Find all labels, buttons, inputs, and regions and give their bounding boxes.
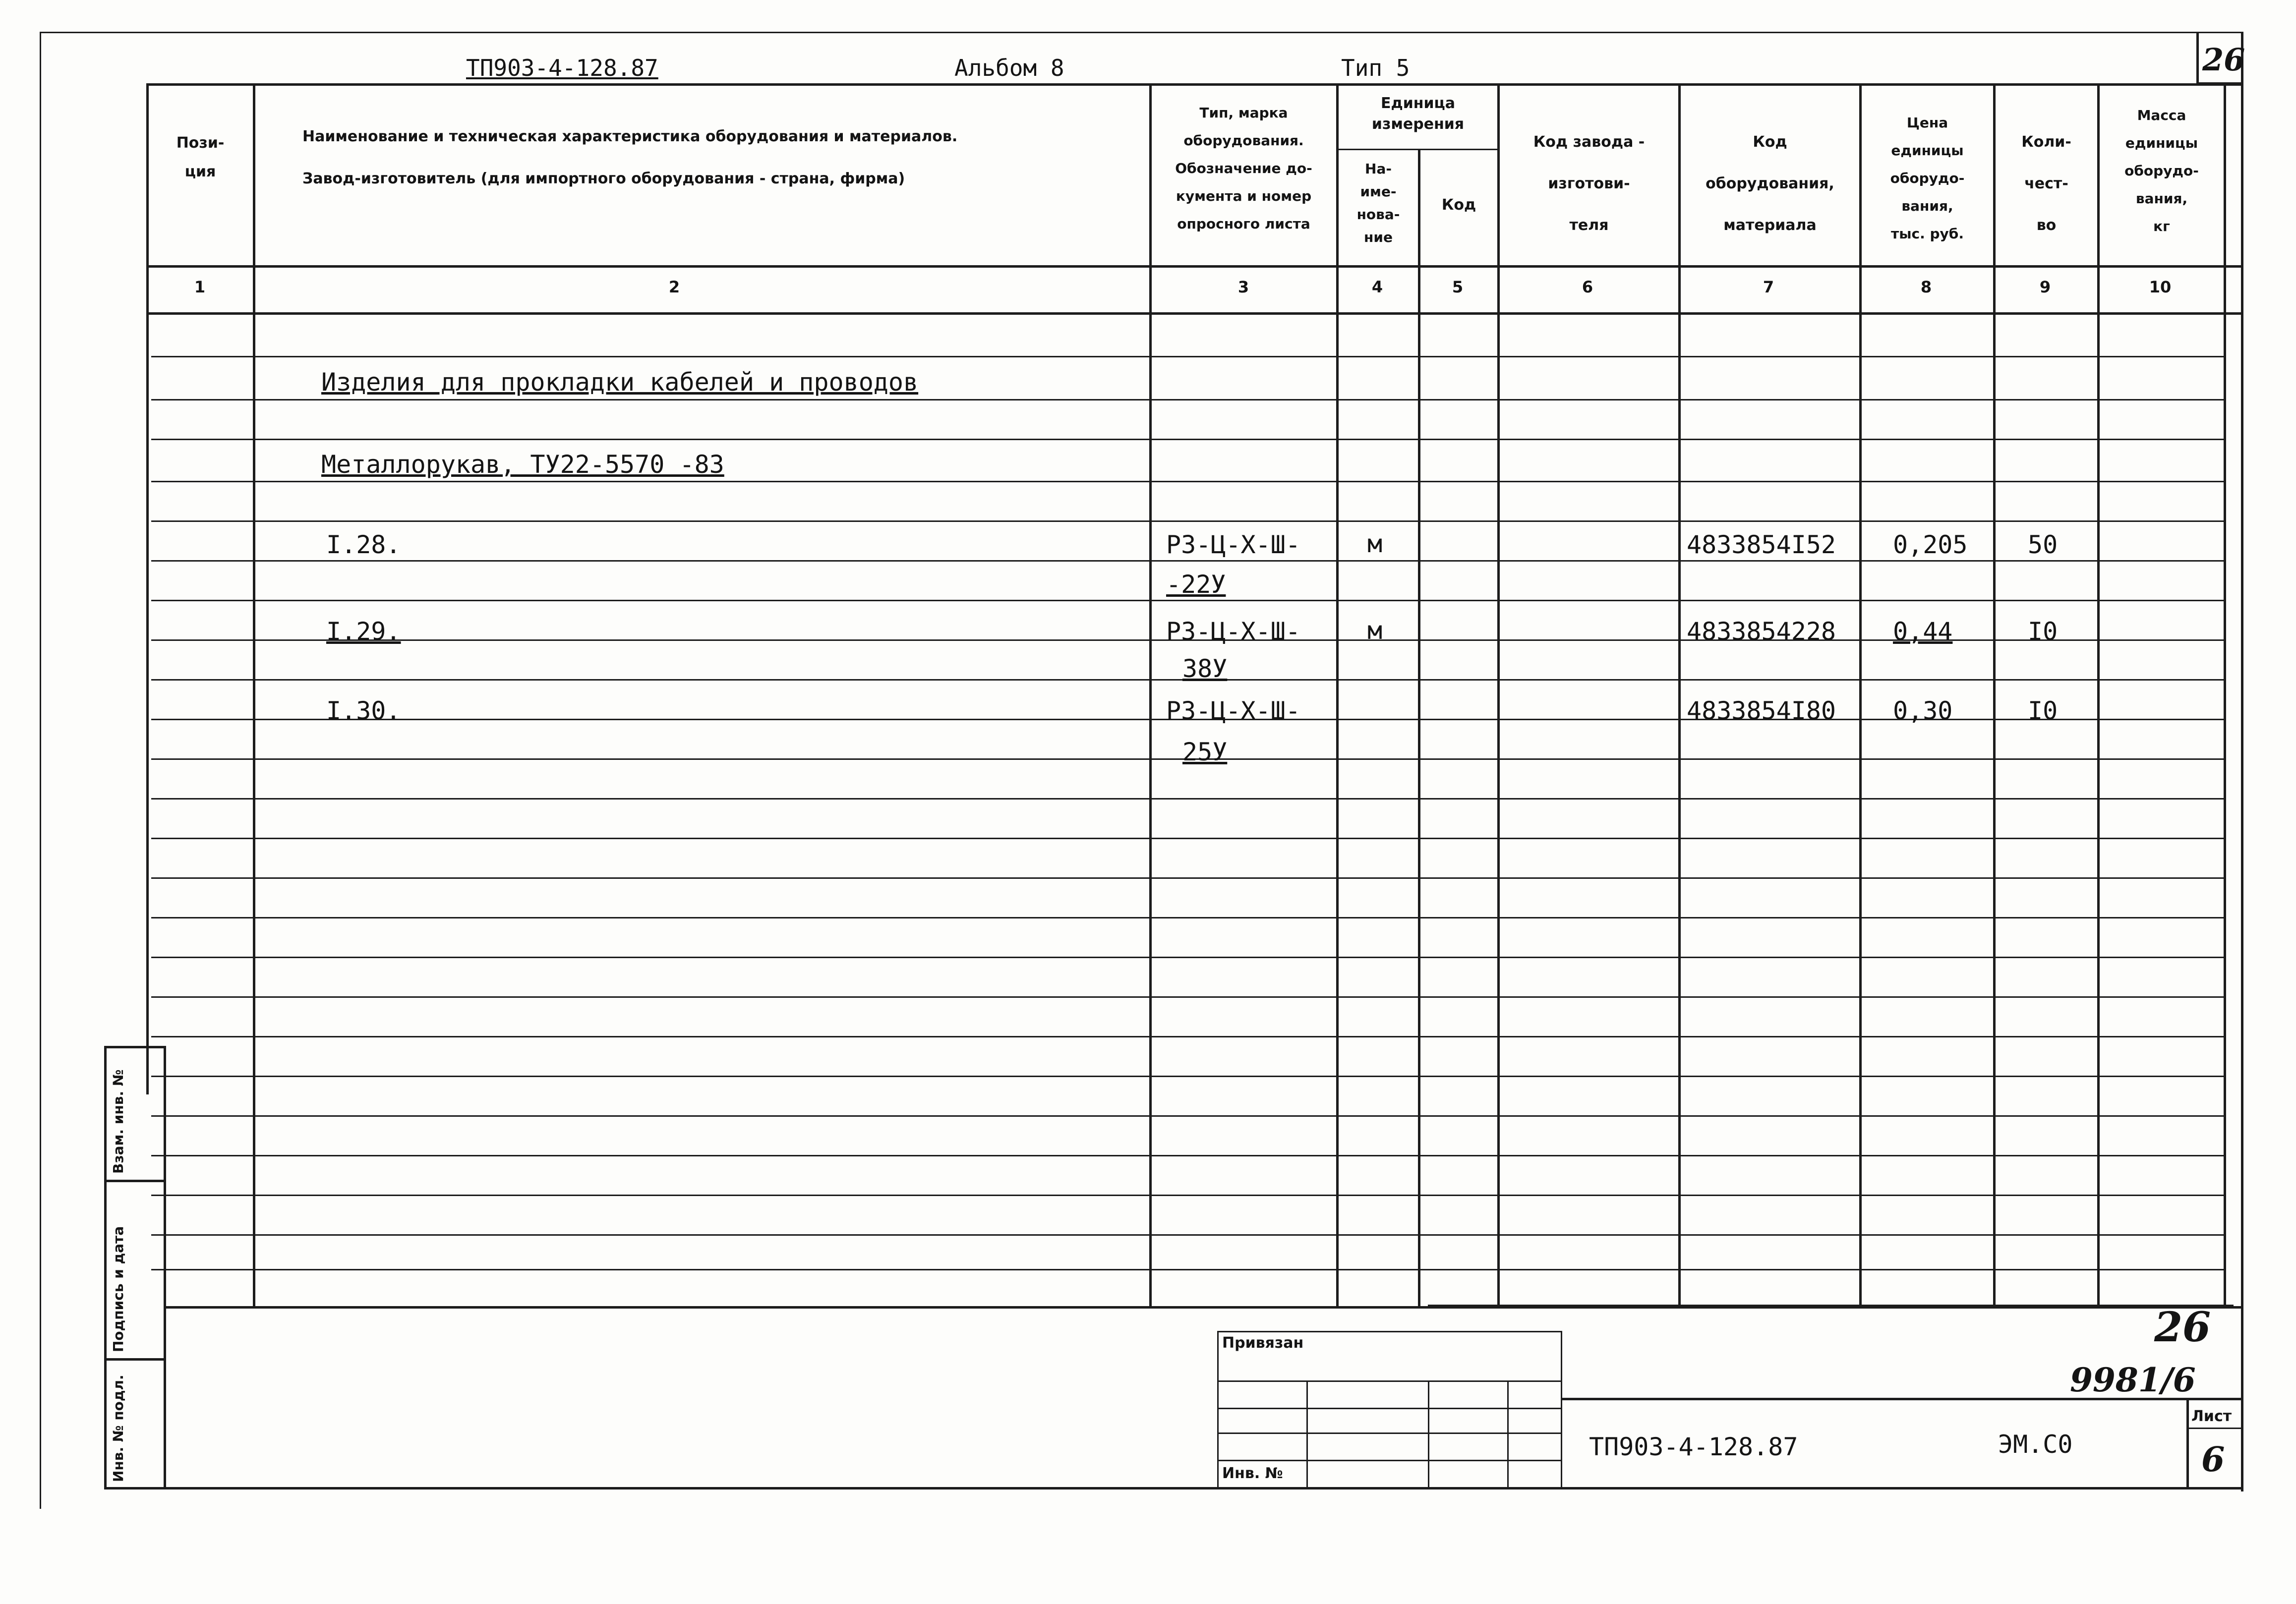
footer-section-code: ЭМ.С0 [1998, 1430, 2073, 1459]
col5-header: Код [1441, 196, 1476, 214]
col6-header: Код завода - изготови- теля [1533, 133, 1645, 234]
row-type-cont: -22У [1166, 570, 1226, 599]
row-unit: м [1367, 529, 1383, 558]
row-type: РЗ-Ц-Х-Ш- [1166, 617, 1300, 646]
header-album: Альбом 8 [954, 55, 1064, 81]
col4-header: На- име- нова- ние [1356, 161, 1400, 245]
row-type-cont: 38У [1182, 654, 1228, 683]
row-qty: I0 [2028, 696, 2058, 725]
col2-header: Наименование и техническая характеристика оборудования и материалов. Завод-изготовитель (для импортного оборудования - страна, фирма) [302, 128, 958, 187]
stamp-list-line [2186, 1428, 2241, 1429]
stamp-list-divider [2186, 1398, 2189, 1487]
subsection-title: Металлорукав, ТУ22-5570 -83 [321, 450, 724, 479]
inv-podl-label: Инв. № подл. [110, 1375, 126, 1482]
col7-header: Код оборудования, материала [1706, 133, 1834, 234]
col1-header: Пози- ция [176, 134, 225, 180]
handwritten-number: 26 [2154, 1304, 2211, 1351]
row-type-cont: 25У [1182, 738, 1228, 766]
col9-header: Коли- чест- во [2021, 133, 2071, 234]
header-type: Тип 5 [1341, 55, 1410, 81]
row-code: 4833854228 [1687, 617, 1836, 646]
row-price: 0,44 [1893, 617, 1953, 646]
row-code: 4833854I52 [1687, 530, 1836, 559]
col45-header: Единица измерения [1371, 95, 1465, 133]
handwritten-code: 9981/6 [2070, 1361, 2196, 1399]
podpis-data-label: Подпись и дата [110, 1226, 126, 1352]
row-name: I.30. [326, 696, 401, 725]
col3-header: Тип, марка оборудования. Обозначение до- кумента и номер опросного листа [1175, 105, 1312, 232]
row-unit: м [1367, 616, 1383, 645]
col8-header: Цена единицы оборудо- вания, тыс. руб. [1890, 115, 1965, 242]
row-qty: 50 [2028, 530, 2058, 559]
row-qty: I0 [2028, 617, 2058, 646]
list-number: 6 [2201, 1440, 2225, 1480]
col10-header: Масса единицы оборудо- вания, кг [2124, 107, 2199, 234]
vzam-inv-label: Взам. инв. № [110, 1069, 126, 1174]
footer-doc-code: ТП903-4-128.87 [1589, 1432, 1798, 1461]
row-type: РЗ-Ц-Х-Ш- [1166, 696, 1300, 725]
section-title: Изделия для прокладки кабелей и проводов [321, 368, 919, 397]
row-price: 0,30 [1893, 696, 1953, 725]
header-doc-code: ТП903-4-128.87 [466, 55, 658, 81]
privyazan-label: Привязан [1222, 1334, 1304, 1352]
row-code: 4833854I80 [1687, 696, 1836, 725]
row-name: I.28. [326, 530, 401, 559]
row-type: РЗ-Ц-Х-Ш- [1166, 530, 1300, 559]
row-name: I.29. [326, 617, 401, 646]
list-label: Лист [2191, 1408, 2232, 1425]
page-number: 26 [2202, 42, 2245, 78]
inv-no-label: Инв. № [1222, 1465, 1283, 1482]
row-price: 0,205 [1893, 530, 1968, 559]
